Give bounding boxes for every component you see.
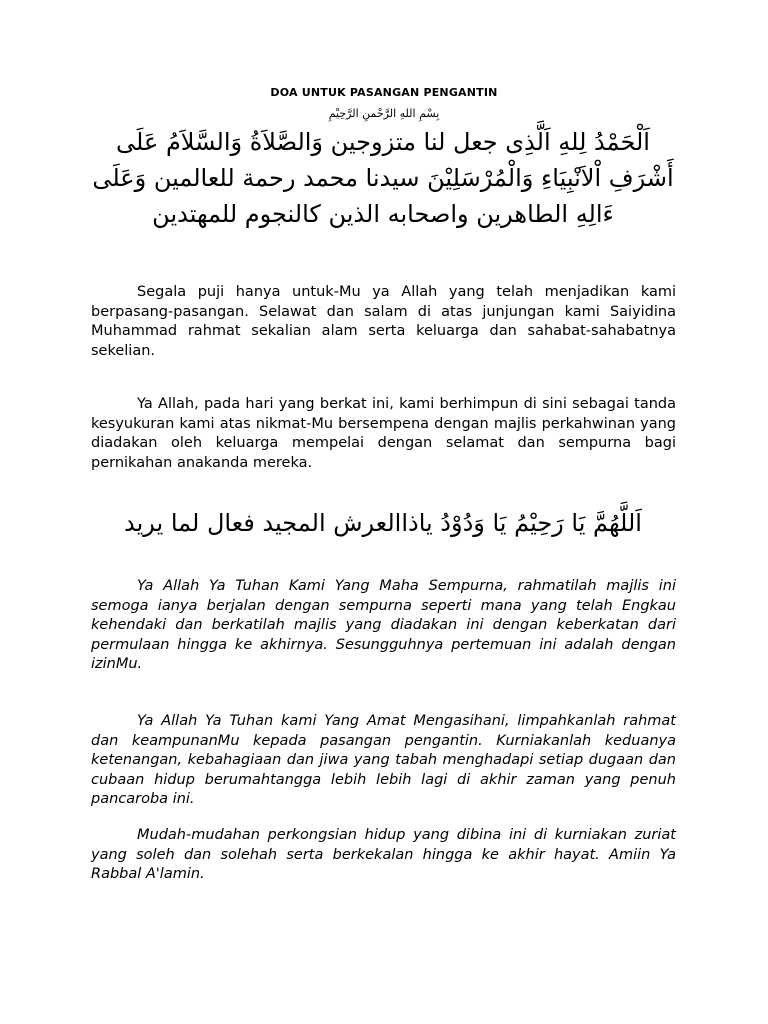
basmala-text: بِسْمِ اللهِ الرَّحْمنِ الرَّحِيْمِ <box>328 107 440 120</box>
document-title: DOA UNTUK PASANGAN PENGANTIN <box>270 86 498 99</box>
arabic-supplication: اَللَّهُمَّ يَا رَحِيْمُ يَا وَدُوْدُ ياذاالعرش المجيد فعال لما يريد <box>124 509 642 537</box>
paragraph-5: Mudah-mudahan perkongsian hidup yang dibina ini di kurniakan zuriat yang soleh dan solehah serta berkekalan hingga ke akhir hayat. Amiin Ya Rabbal A'lamin. <box>91 827 676 882</box>
paragraph-4: Ya Allah Ya Tuhan kami Yang Amat Mengasihani, limpahkanlah rahmat dan keampunanMu kepada pasangan pengantin. Kurniakanlah keduanya ketenangan, kebahagiaan dan jiwa yang tabah menghadapi setiap dugaan dan cubaan hidup berumahtangga lebih lebih lagi di akhir zaman yang penuh pancaroba ini. <box>91 713 676 807</box>
arabic-opening-prayer: اَلْحَمْدُ لِلهِ اَلَّذِى جعل لنا متزوجين وَالصَّلاَةُ وَالسَّلاَمُ عَلَى أَشْرَفِ اْلاَنْبِيَاءِ وَالْمُرْسَلِيْنَ سيدنا محمد رحمة للعالمين وَعَلَى ءَالِهِ الطاهرين واصحابه الذين كالنجوم للمهتدين <box>92 128 674 228</box>
paragraph-2: Ya Allah, pada hari yang berkat ini, kami berhimpun di sini sebagai tanda kesyukuran kami atas nikmat-Mu bersempena dengan majlis perkahwinan yang diadakan oleh keluarga mempelai dengan selamat dan sempurna bagi pernikahan anakanda mereka. <box>91 396 676 471</box>
paragraph-3: Ya Allah Ya Tuhan Kami Yang Maha Sempurna, rahmatilah majlis ini semoga ianya berjalan dengan sempurna seperti mana yang telah Engkau kehendaki dan berkatilah majlis yang diadakan ini dengan keberkatan dari permulaan hingga ke akhirnya. Sesungguhnya pertemuan ini adalah dengan izinMu. <box>91 578 676 672</box>
paragraph-1: Segala puji hanya untuk-Mu ya Allah yang telah menjadikan kami berpasang-pasangan. Selawat dan salam di atas junjungan kami Saiyidina Muhammad rahmat sekalian alam serta keluarga dan sahabat-sahabatnya sekelian. <box>91 284 676 359</box>
